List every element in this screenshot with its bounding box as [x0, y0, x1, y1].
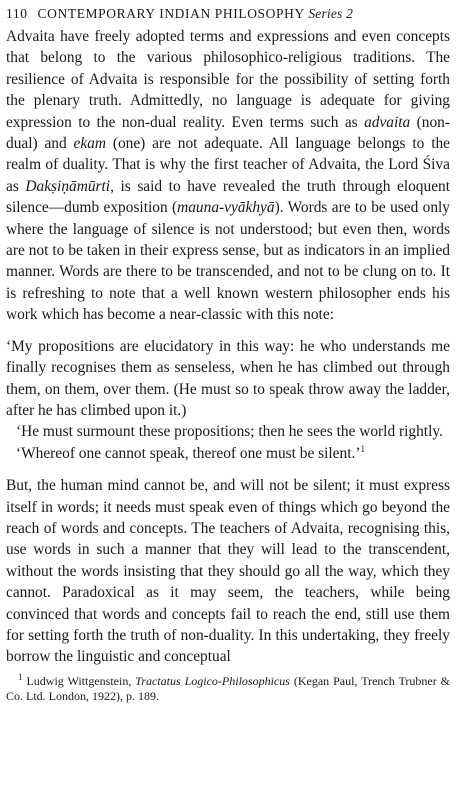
para1-text-3: (one) are not adequate. All language belongs to the realm of duality. That is why the first teacher of Advaita, the Lord Śiva as	[6, 135, 450, 195]
footnote-book-title: Tractatus Logico-Philosophicus	[135, 673, 290, 688]
footnote-citation: (Kegan Paul, Trench Trubner & Co. Ltd. London, 1922), p. 189.	[6, 673, 450, 704]
series-label: Series 2	[308, 6, 354, 21]
paragraph-advaita-language	[6, 26, 450, 326]
term-daksinamurti: Dakṣiṇāmūrti	[25, 177, 111, 195]
quote-line-3	[6, 443, 450, 464]
book-page	[6, 4, 450, 705]
term-advaita: advaita	[364, 113, 411, 131]
page-number: 110	[6, 6, 28, 21]
quote-line-2: ‘He must surmount these propositions; then he sees the world rightly.	[16, 423, 443, 441]
term-mauna-vyakhya: mauna-vyākhyā	[177, 199, 275, 217]
running-header	[6, 4, 450, 24]
para1-text-4: , is said to have revealed the truth through eloquent silence—dumb exposition (	[6, 177, 451, 217]
paragraph-human-mind: But, the human mind cannot be, and will not be silent; it must express itself in words; it needs must speak even of things which go beyond the reach of words and concepts. The teachers of Advaita, recognising this, use words in such a manner that they will lead to the transcendent, without the words insisting that they should go all the way, which they cannot. Paradoxical as it may seem, the teachers, while being convinced that words and concepts fail to reach the end, still use them for setting forth the truth of non-duality. In this undertaking, they freely borrow the linguistic and conceptual	[6, 477, 450, 666]
footnote-number: 1	[18, 671, 23, 682]
para1-text-1: Advaita have freely adopted terms and expressions and even concepts that belong to the various philosophico-religious traditions. The resilience of Advaita is responsible for the possibility of setting forth the plenary truth. Admittedly, no language is adequate for giving expression to the non-dual reality. Even terms such as	[6, 28, 450, 131]
para1-text-2: (non-dual) and	[6, 113, 450, 153]
quote-line-1: ‘My propositions are elucidatory in this way: he who understands me finally recognises them as senseless, when he has climbed out through them, on them, over them. (He must so to speak throw away the ladder, after he has climbed upon it.)	[6, 337, 450, 419]
footnote-author: Ludwig Wittgenstein,	[22, 673, 136, 688]
running-title: CONTEMPORARY INDIAN PHILOSOPHY	[37, 6, 305, 21]
footnote	[6, 671, 450, 705]
wittgenstein-quotation	[6, 336, 450, 464]
footnote-reference[interactable]: 1	[360, 443, 365, 454]
term-ekam: ekam	[73, 135, 106, 153]
para1-text-5: ). Words are to be used only where the language of silence is not understood; but even then, words are not to be taken in their express sense, but as indicators in an implied manner. Words are there to be transcended, and not to be clung on to. It is refreshing to note that a well known western philosopher ends his work which has become a near-classic with this note:	[6, 199, 450, 324]
quote-line-3-text: ‘Whereof one cannot speak, thereof one must be silent.’	[16, 444, 361, 462]
